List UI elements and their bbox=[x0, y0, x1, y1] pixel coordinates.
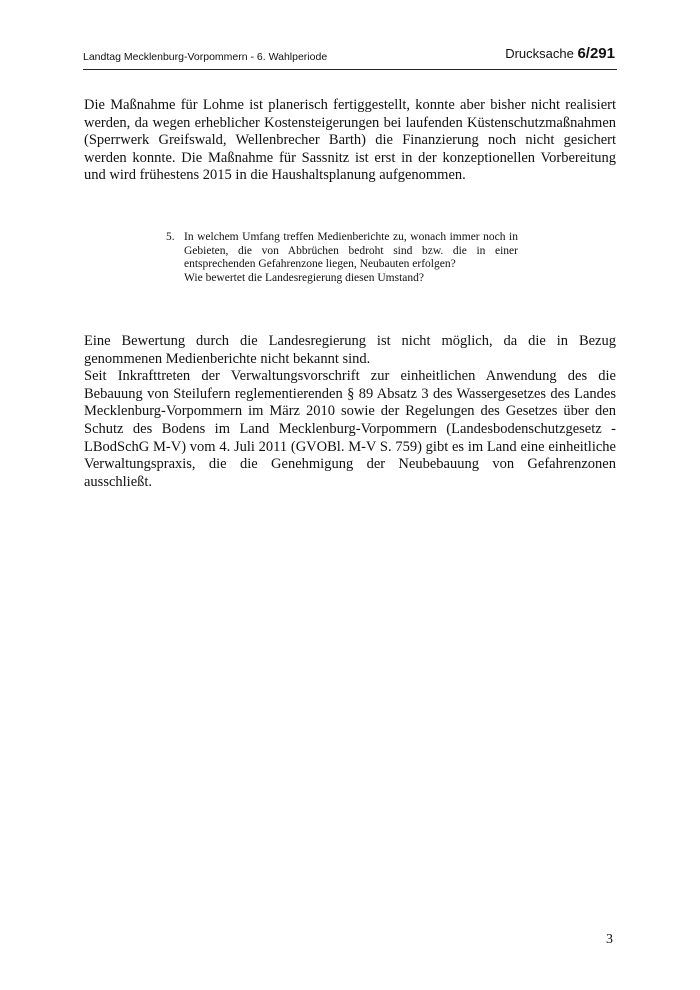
document-number-label: Drucksache bbox=[505, 46, 578, 61]
answer-block bbox=[84, 333, 616, 491]
question-number: 5. bbox=[166, 231, 175, 243]
page-header bbox=[83, 40, 617, 70]
answer-paragraph-1: Eine Bewertung durch die Landesregierung ist nicht möglich, da die in Bezug genommenen Medienberichte nicht bekannt sind. bbox=[84, 333, 616, 367]
document-number bbox=[505, 45, 615, 62]
document-number-value: 6/291 bbox=[577, 45, 615, 62]
page-number: 3 bbox=[606, 932, 613, 947]
answer-paragraph-2: Seit Inkrafttreten der Verwaltungsvorschrift zur einheitlichen Anwendung des die Bebauung von Steilufern reglementierenden § 89 Absatz 3 des Wassergesetzes des Landes Mecklenburg-Vorpommern im März 2010 sowie der Regelungen des Gesetzes über den Schutz des Bodens im Land Mecklenburg-Vorpommern (Landesbodenschutzgesetz - LBodSchG M-V) vom 4. Juli 2011 (GVOBl. M-V S. 759) gibt es im Land eine einheitliche Verwaltungspraxis, die die Genehmigung der Neubebauung von Gefahrenzonen ausschließt. bbox=[84, 368, 616, 490]
question-5 bbox=[166, 231, 518, 285]
paragraph-lohme-sassnitz bbox=[84, 97, 616, 185]
question-subtext: Wie bewertet die Landesregierung diesen Umstand? bbox=[184, 271, 424, 284]
paragraph-text: Die Maßnahme für Lohme ist planerisch fertiggestellt, konnte aber bisher nicht realisiert werden, da wegen erheblicher Kostensteigerungen bei laufenden Küstenschutzmaßnahmen (Sperrwerk Greifswald, Wellenbrecher Barth) die Finanzierung noch nicht gesichert werden konnte. Die Maßnahme für Sassnitz ist erst in der konzeptionellen Vorbereitung und wird frühestens 2015 in die Haushaltsplanung aufgenommen. bbox=[84, 97, 616, 184]
header-divider bbox=[83, 69, 617, 70]
parliament-title: Landtag Mecklenburg-Vorpommern - 6. Wahlperiode bbox=[83, 51, 328, 63]
question-text: In welchem Umfang treffen Medienberichte zu, wonach immer noch in Gebieten, die von Abbrüchen bedroht sind bzw. die in einer entsprechenden Gefahrenzone liegen, Neubauten erfolgen? bbox=[184, 231, 518, 271]
